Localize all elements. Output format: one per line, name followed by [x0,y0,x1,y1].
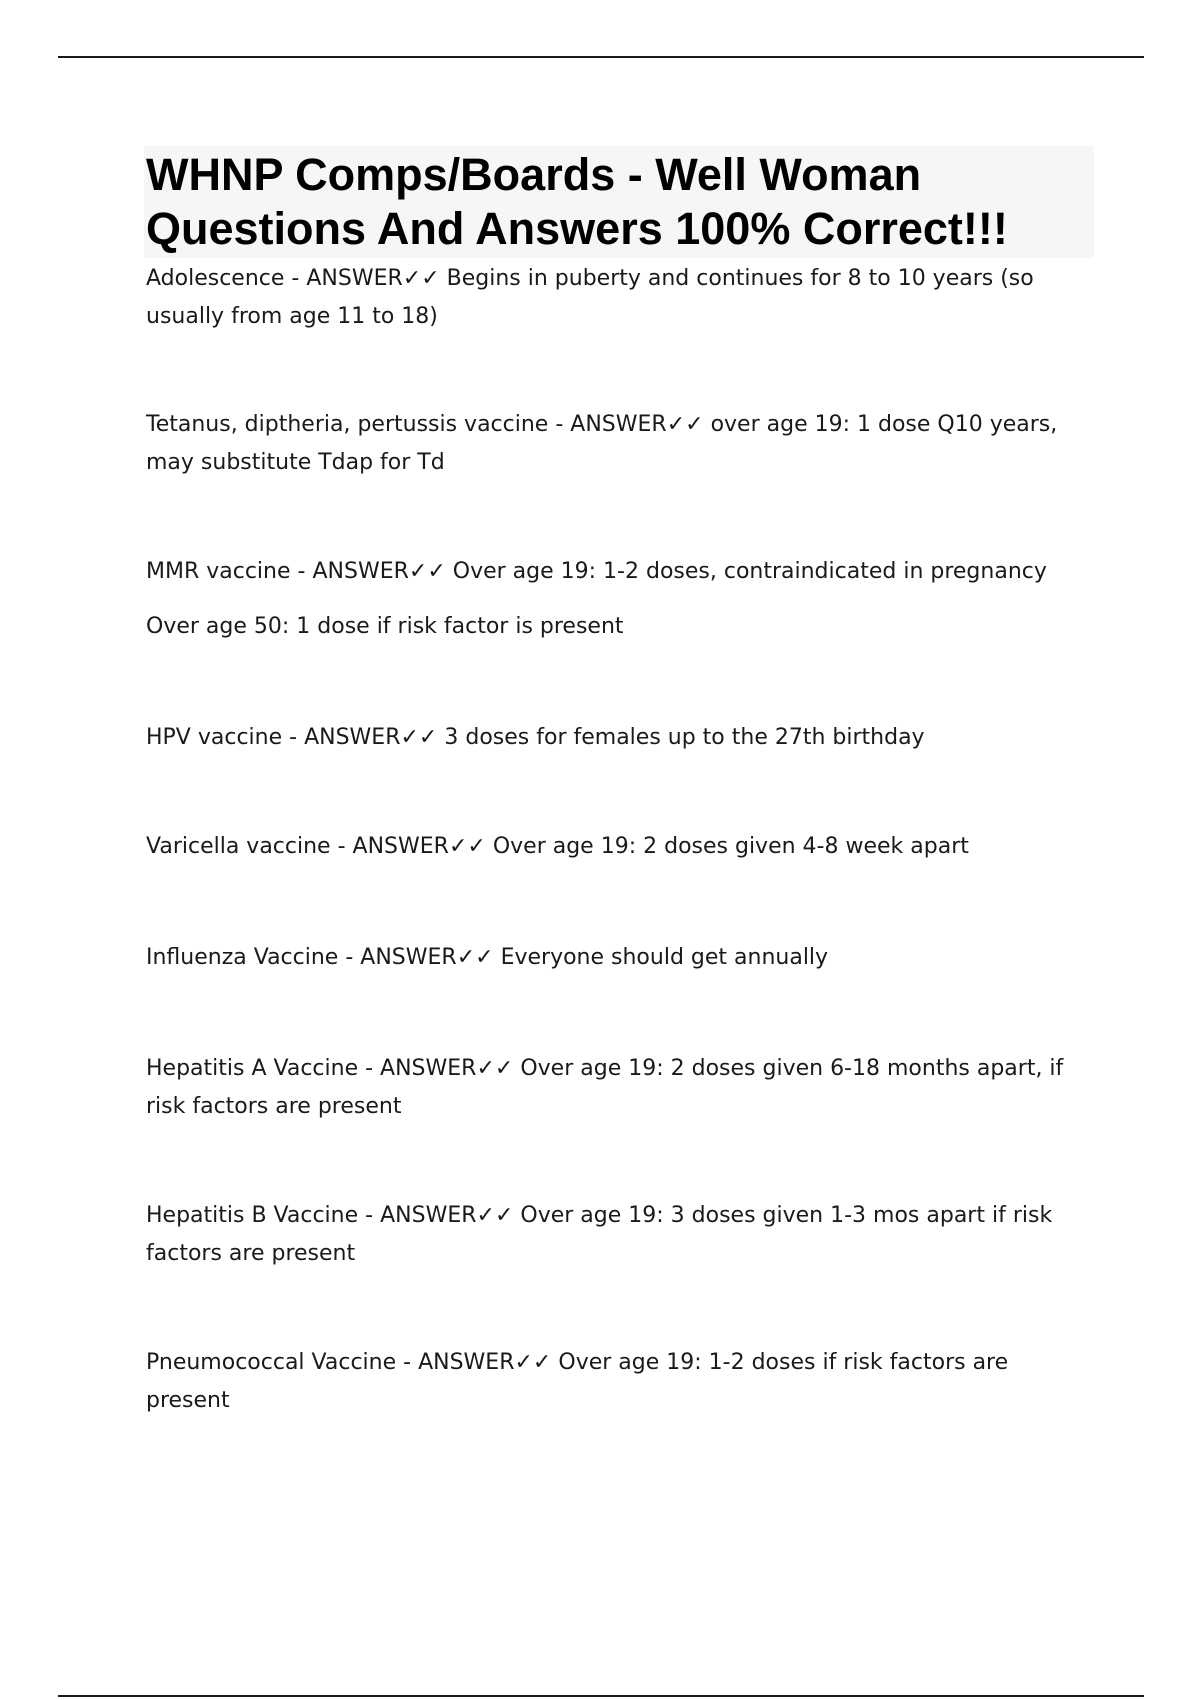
qa-term: Influenza Vaccine [146,945,339,970]
qa-answer: over age 19: 1 dose Q10 years, may substitute Tdap for Td [146,412,1058,475]
answer-marker: ANSWER [352,834,449,859]
bottom-rule [58,1695,1144,1697]
qa-answer: Over age 19: 2 doses given 4-8 week apart [492,834,969,859]
double-check-icon: ✓✓ [514,1350,552,1375]
double-check-icon: ✓✓ [456,945,494,970]
qa-term: Pneumococcal Vaccine [146,1350,397,1375]
qa-item-hepatitis-b [146,1197,1096,1273]
qa-item-hpv [146,719,1096,757]
qa-item-mmr [146,553,1096,646]
qa-item-influenza [146,939,1096,977]
qa-item-varicella [146,828,1096,866]
double-check-icon: ✓✓ [408,559,446,584]
qa-term: Varicella vaccine [146,834,331,859]
qa-separator: - [358,1056,381,1081]
answer-marker: ANSWER [312,559,409,584]
double-check-icon: ✓✓ [476,1203,514,1228]
answer-marker: ANSWER [418,1350,515,1375]
double-check-icon: ✓✓ [400,725,438,750]
qa-item-adolescence [146,260,1096,336]
answer-marker: ANSWER [570,412,667,437]
qa-answer: Over age 19: 2 doses given 6-18 months apart, if risk factors are present [146,1056,1064,1119]
qa-item-pneumococcal [146,1344,1096,1420]
qa-separator: - [290,559,313,584]
qa-separator: - [330,834,353,859]
qa-separator: - [396,1350,419,1375]
qa-item-hepatitis-a [146,1050,1096,1126]
qa-term: MMR vaccine [146,559,291,584]
document-title: WHNP Comps/Boards - Well Woman Questions And Answers 100% Correct!!! [146,149,1008,254]
answer-marker: ANSWER [304,725,401,750]
double-check-icon: ✓✓ [666,412,704,437]
qa-term: Hepatitis B Vaccine [146,1203,359,1228]
qa-item-tdap [146,406,1096,482]
qa-term: HPV vaccine [146,725,283,750]
qa-separator: - [338,945,361,970]
answer-marker: ANSWER [360,945,457,970]
qa-separator: - [284,266,307,291]
qa-separator: - [548,412,571,437]
answer-marker: ANSWER [380,1203,477,1228]
qa-answer: Over age 19: 1-2 doses, contraindicated in pregnancy [452,559,1047,584]
double-check-icon: ✓✓ [448,834,486,859]
qa-separator: - [358,1203,381,1228]
qa-answer: Over age 19: 1-2 doses if risk factors are present [146,1350,1009,1413]
double-check-icon: ✓✓ [402,266,440,291]
answer-marker: ANSWER [380,1056,477,1081]
qa-answer: Everyone should get annually [500,945,829,970]
answer-marker: ANSWER [306,266,403,291]
qa-term: Hepatitis A Vaccine [146,1056,359,1081]
qa-extra-line: Over age 50: 1 dose if risk factor is present [146,614,624,639]
top-rule [58,56,1144,58]
qa-answer: Over age 19: 3 doses given 1-3 mos apart if risk factors are present [146,1203,1053,1266]
qa-answer: Begins in puberty and continues for 8 to 10 years (so usually from age 11 to 18) [146,266,1034,329]
double-check-icon: ✓✓ [476,1056,514,1081]
title-block [144,146,1094,258]
qa-term: Tetanus, diptheria, pertussis vaccine [146,412,549,437]
qa-answer: 3 doses for females up to the 27th birthday [444,725,925,750]
qa-term: Adolescence [146,266,285,291]
qa-separator: - [282,725,305,750]
